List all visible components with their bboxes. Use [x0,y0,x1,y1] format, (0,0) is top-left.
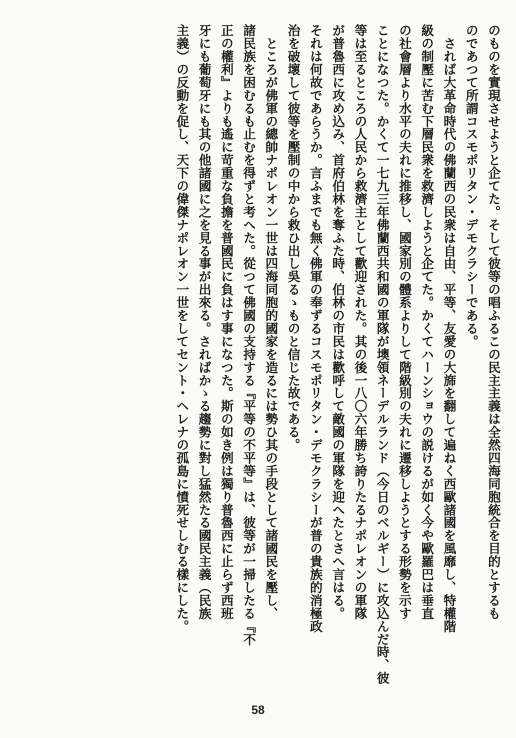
vertical-body-text [14,24,504,694]
text-column: 主義）の反動を促し、天下の偉傑ナポレオン一世をしてセント・ヘレナの孤島に憤死せしむる樣にした。 [174,24,190,633]
text-column: が普魯西に攻め込み、首府伯林を奪ふた時、伯林の市民は歡呼して敵國の軍隊を迎へたとさへ言はる。 [330,24,346,620]
text-column: のものを實現させようと企てた。そして彼等の唱ふるこの民主主義は全然四海同胞統合を目的とするも [486,24,501,620]
text-column: 牙にも葡萄牙にも其の他諸國に之を見る事が出來る。さればかゝる趨勢に對し猛然たる國民主義（民族 [196,24,212,620]
text-column: 級の制壓に苦む下層民衆を救濟しようと企てた。かくてハーンショウの説けるが如く今や歐羅巴は垂直 [419,24,435,620]
text-column: のであつて所謂コスモポリタン・デモクラシーである。 [463,24,479,348]
text-column: それは何故であらうか。言ふまでも無く佛軍の奉ずるコスモポリタン・デモクラシーが普の貴族的消極政 [307,24,323,633]
text-column: 治を破壞して彼等を壓制の中から救ひ出し吳るゝものと信じた故である。 [285,24,301,452]
text-column: 正の權利』よりも遙に苛重な負擔を普國民に負はす事になつた。斯の如き例は獨り普魯西に止らず西班 [218,24,234,620]
text-column: ことになつた。かくて一七九三年佛蘭西共和國の軍隊が墺領ネーデルランド（今日のベルギー）に攻込んだ時、彼 [374,24,390,685]
text-column: されば大革命時代の佛蘭西の民衆は自由、平等、友愛の大旆を翻して遍ねく西歐諸國を風靡し、特權階 [441,24,457,633]
text-column: 等は至るところの人民から救濟主として歡迎された。其の後一八〇六年勝ち誇りたるナポレオンの軍隊 [352,24,368,620]
text-column: の社會層より水平の夫れに推移し、國家別の體系よりして階級別の夫れに遷移しようとする形勢を示す [396,24,412,620]
text-column: 諸民族を困むるも止むを得ずと考へた。從つて佛國の支持する『平等の不平等』は、彼等が一掃したる『不 [241,24,257,646]
page-number: 58 [251,703,265,717]
text-column: ところが佛軍の總帥ナポレオン一世は四海同胞的國家を造るには勢ひ其の手段として諸國民を壓し、 [263,24,279,620]
